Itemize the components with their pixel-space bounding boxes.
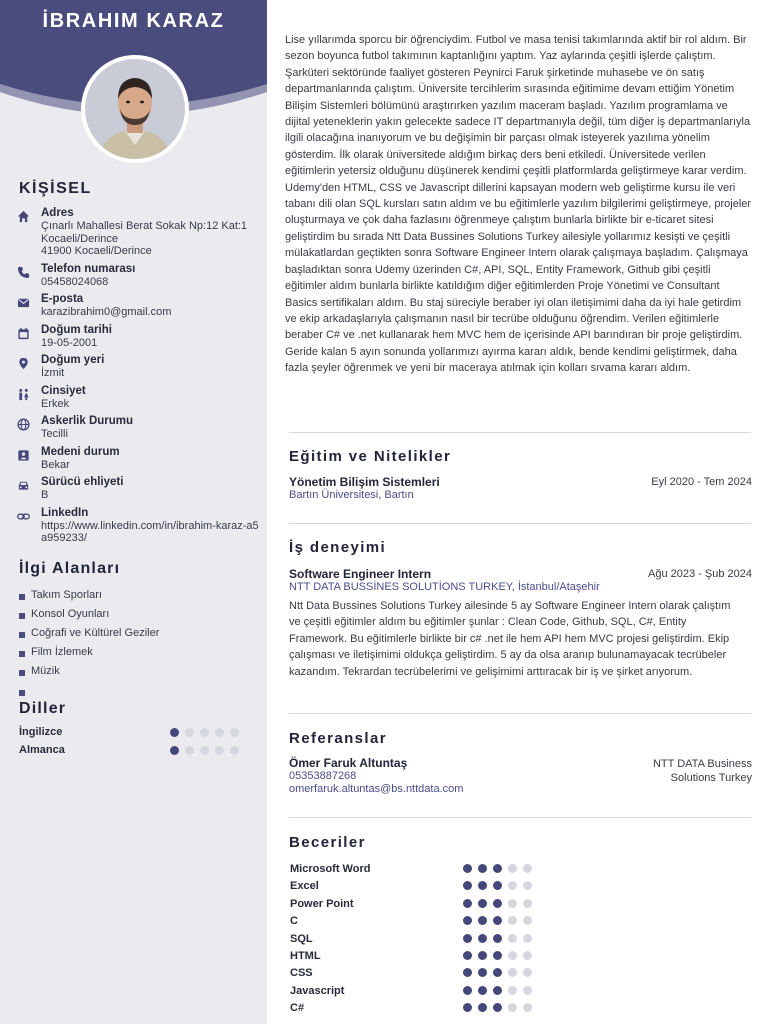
personal-item-birthplace bbox=[17, 354, 263, 380]
personal-label: Cinsiyet bbox=[41, 384, 86, 397]
level-dot-empty bbox=[523, 986, 532, 995]
divider bbox=[289, 432, 751, 433]
personal-value: İzmit bbox=[41, 367, 65, 379]
calendar-icon bbox=[17, 327, 30, 340]
level-dot-empty bbox=[508, 881, 517, 890]
skill-level-dots bbox=[463, 951, 532, 960]
car-icon bbox=[17, 479, 30, 492]
skill-name: C bbox=[290, 915, 298, 928]
skill-name: Power Point bbox=[290, 897, 354, 910]
level-dot-filled bbox=[170, 746, 179, 755]
skill-name: SQL bbox=[290, 932, 313, 945]
level-dot-empty bbox=[508, 934, 517, 943]
skill-level-dots bbox=[463, 934, 532, 943]
skill-level-dots bbox=[463, 899, 532, 908]
avatar bbox=[81, 55, 189, 163]
level-dot-empty bbox=[523, 864, 532, 873]
list-item: Müzik bbox=[19, 664, 259, 683]
level-dot-filled bbox=[493, 864, 502, 873]
skill-row bbox=[290, 984, 535, 1001]
skill-row bbox=[290, 897, 535, 914]
language-level-dots bbox=[170, 728, 239, 737]
level-dot-filled bbox=[493, 881, 502, 890]
personal-label: Askerlik Durumu bbox=[41, 415, 134, 427]
experience-role: Software Engineer Intern bbox=[289, 567, 432, 581]
personal-section-title: KİŞİSEL bbox=[19, 180, 92, 197]
level-dot-empty bbox=[185, 746, 194, 755]
skill-level-dots bbox=[463, 916, 532, 925]
home-icon bbox=[17, 210, 30, 223]
skill-row bbox=[290, 879, 535, 896]
level-dot-filled bbox=[463, 1003, 472, 1012]
languages-list bbox=[19, 725, 244, 761]
globe-icon bbox=[17, 418, 30, 431]
skill-level-dots bbox=[463, 986, 532, 995]
link-icon bbox=[17, 510, 30, 523]
level-dot-filled bbox=[463, 986, 472, 995]
level-dot-empty bbox=[508, 986, 517, 995]
personal-item-phone bbox=[17, 263, 263, 289]
level-dot-empty bbox=[215, 746, 224, 755]
personal-item-gender bbox=[17, 385, 263, 411]
personal-label: Medeni durum bbox=[41, 445, 120, 458]
personal-item-address bbox=[17, 207, 263, 258]
skill-level-dots bbox=[463, 881, 532, 890]
location-pin-icon bbox=[17, 357, 30, 370]
personal-label: Telefon numarası bbox=[41, 262, 136, 275]
level-dot-empty bbox=[508, 1003, 517, 1012]
education-school: Bartın Üniversitesi, Bartın bbox=[289, 489, 414, 501]
list-item: Konsol Oyunları bbox=[19, 607, 259, 626]
skills-list bbox=[290, 862, 535, 1019]
language-name: İngilizce bbox=[19, 726, 63, 738]
personal-value: Tecilli bbox=[41, 428, 68, 440]
reference-name: Ömer Faruk Altuntaş bbox=[289, 756, 408, 770]
gender-icon bbox=[17, 388, 30, 401]
level-dot-empty bbox=[508, 899, 517, 908]
personal-value: Bekar bbox=[41, 458, 70, 471]
level-dot-empty bbox=[230, 746, 239, 755]
education-degree: Yönetim Bilişim Sistemleri bbox=[289, 475, 440, 489]
experience-company: NTT DATA BUSSİNES SOLUTİONS TURKEY, İstanbul/Ataşehir bbox=[289, 581, 600, 593]
skill-row bbox=[290, 1001, 535, 1018]
reference-company: NTT DATA Business Solutions Turkey bbox=[652, 758, 752, 784]
level-dot-empty bbox=[523, 968, 532, 977]
interests-list bbox=[19, 588, 259, 683]
level-dot-filled bbox=[463, 916, 472, 925]
skill-row bbox=[290, 949, 535, 966]
skill-name: HTML bbox=[290, 949, 321, 962]
divider bbox=[289, 713, 751, 714]
level-dot-filled bbox=[493, 899, 502, 908]
skill-name: CSS bbox=[290, 967, 313, 980]
level-dot-empty bbox=[523, 1003, 532, 1012]
skill-row bbox=[290, 966, 535, 983]
level-dot-filled bbox=[493, 986, 502, 995]
profile-summary: Lise yıllarımda sporcu bir öğrenciydim. Futbol ve masa tenisi takımlarında aktif bir rol aldım. Bir sezon boyunca futbol takımının kaptanlığını yaptım. Yaz aylarında çeşitli işlerde çalıştım. Şarküteri sektöründe faaliyet gösteren Peynirci Faruk şirketinde muhasebe ve ön satış departmanlarında çalıştım. Üniversite tercihlerim sırasında eğitimime devam ettiğim Yönetim Bilişim Sistemleri bölümünü araştırırken yazılım maceram başladı. Yazılım programlama ve dijital yeteneklerin yakın gelecekte sadece IT departmanıyla değil, tüm diğer iş departmanlarıyla ilgili olacağına inanıyorum ve bu değişimin bir parçası olmak isteyerek yazılıma yönelim gösterdim. İlk olarak üniversitede aldığım birkaç ders beni etkiledi. Üniversitede verilen eğitimlerin yetersiz olduğunu düşünerek kendimi çeşitli platformlarda geliştirmeye karar verdim. Udemy'den HTML, CSS ve Javascript dillerini kapsayan modern web geliştirme kursu ile veri tabanı dili olan SQL kursları satın aldım ve bu eğitimlerle yazılım bilgilerimi geliştirmeye, projeler oluşturmaya ve çok daha fazlasını öğrenmeye çalıştım bunlarla birlikte bir e-ticaret sitesi geliştirdim bu sırada Ntt Data Bussines Solutions Turkey ailesiyle yollarımız kesişti ve çeşitli mülakatlardan geçtikten sonra Software Engineer Intern olarak çalışmaya başladım. Çalışmaya başladıktan sonra Udemy üzerinden C#, API, SQL, Entity Framework, Github gibi çeşitli eğitimler aldım bunlarla birlikte katıldığım diğer eğitimlerden Proje Yönetimi ve Consultant Basics sertifikaları aldım. Bu staj süreciyle beraber iyi olan iletişimimi daha da iyi hale getirdim ve ekip arkadaşlarıyla çalışmanın nasıl bir tecrübe olduğunu öğrendim. Verilen eğitimlerle beraber C# ve .net kullanarak hem MVC hem de içerisinde API barındıran bir proje geliştirdim. Geride kalan 5 ayın sonunda yollarımızı ayırma kararı aldık, bende kendimi geliştirmek, daha fazla şeyler öğrenmek ve yeni bir maceraya atılmak için kolları sıvama kararı aldım. bbox=[285, 34, 752, 375]
language-name: Almanca bbox=[19, 744, 65, 756]
sidebar bbox=[0, 0, 267, 1024]
personal-value: 05458024068 bbox=[41, 275, 109, 288]
skill-name: Javascript bbox=[290, 984, 345, 997]
skill-level-dots bbox=[463, 968, 532, 977]
level-dot-filled bbox=[463, 951, 472, 960]
level-dot-filled bbox=[478, 899, 487, 908]
level-dot-empty bbox=[523, 934, 532, 943]
level-dot-empty bbox=[508, 864, 517, 873]
level-dot-filled bbox=[493, 916, 502, 925]
level-dot-filled bbox=[478, 1003, 487, 1012]
education-section-title: Eğitim ve Nitelikler bbox=[289, 448, 452, 465]
personal-label: Sürücü ehliyeti bbox=[41, 476, 124, 488]
personal-info-list bbox=[17, 207, 263, 550]
list-item: Film İzlemek bbox=[19, 645, 259, 664]
skill-row bbox=[290, 862, 535, 879]
education-date: Eyl 2020 - Tem 2024 bbox=[651, 476, 752, 488]
level-dot-filled bbox=[463, 934, 472, 943]
personal-item-military bbox=[17, 415, 263, 441]
language-row bbox=[19, 725, 244, 743]
reference-phone[interactable]: 05353887268 bbox=[289, 770, 357, 782]
level-dot-filled bbox=[478, 934, 487, 943]
personal-item-linkedin[interactable] bbox=[17, 507, 263, 545]
personal-item-license bbox=[17, 476, 263, 502]
level-dot-empty bbox=[230, 728, 239, 737]
language-row bbox=[19, 743, 244, 761]
personal-item-marital bbox=[17, 446, 263, 472]
list-item: Takım Sporları bbox=[19, 588, 259, 607]
personal-value: Erkek bbox=[41, 397, 70, 410]
level-dot-filled bbox=[463, 864, 472, 873]
interests-section-title: İlgi Alanları bbox=[19, 560, 121, 577]
level-dot-empty bbox=[508, 951, 517, 960]
divider bbox=[289, 523, 751, 524]
language-level-dots bbox=[170, 746, 239, 755]
personal-item-email bbox=[17, 293, 263, 319]
personal-label: Doğum tarihi bbox=[41, 323, 112, 336]
level-dot-empty bbox=[508, 968, 517, 977]
references-section-title: Referanslar bbox=[289, 730, 387, 747]
skill-name: Excel bbox=[290, 880, 319, 893]
personal-value: B bbox=[41, 489, 49, 501]
level-dot-filled bbox=[493, 951, 502, 960]
empty-bullet bbox=[19, 690, 25, 696]
personal-label: E-posta bbox=[41, 293, 84, 305]
id-badge-icon bbox=[17, 449, 30, 462]
level-dot-filled bbox=[170, 728, 179, 737]
skill-row bbox=[290, 932, 535, 949]
profile-photo bbox=[85, 59, 185, 159]
reference-email[interactable]: omerfaruk.altuntas@bs.nttdata.com bbox=[289, 783, 464, 795]
mail-icon bbox=[17, 296, 30, 309]
personal-value: Çınarlı Mahallesi Berat Sokak Np:12 Kat:1 Kocaeli/Derince 41900 Kocaeli/Derince bbox=[41, 220, 248, 257]
skills-section-title: Beceriler bbox=[289, 834, 366, 851]
skill-level-dots bbox=[463, 1003, 532, 1012]
skill-level-dots bbox=[463, 864, 532, 873]
personal-label: Adres bbox=[41, 207, 74, 219]
linkedin-link[interactable]: https://www.linkedin.com/in/ibrahim-karaz-a5a959233/ bbox=[41, 519, 259, 544]
phone-icon bbox=[17, 266, 30, 279]
candidate-name: İBRAHIM KARAZ bbox=[42, 10, 225, 32]
level-dot-empty bbox=[523, 899, 532, 908]
level-dot-filled bbox=[493, 1003, 502, 1012]
level-dot-filled bbox=[463, 881, 472, 890]
level-dot-empty bbox=[200, 746, 209, 755]
level-dot-filled bbox=[478, 968, 487, 977]
level-dot-empty bbox=[185, 728, 194, 737]
level-dot-empty bbox=[523, 881, 532, 890]
personal-item-birthdate bbox=[17, 324, 263, 350]
level-dot-filled bbox=[478, 951, 487, 960]
personal-value: karazibrahim0@gmail.com bbox=[41, 306, 172, 318]
level-dot-filled bbox=[478, 864, 487, 873]
level-dot-filled bbox=[463, 968, 472, 977]
experience-section-title: İş deneyimi bbox=[289, 539, 387, 556]
experience-date: Ağu 2023 - Şub 2024 bbox=[648, 568, 752, 580]
personal-label: Doğum yeri bbox=[41, 354, 105, 366]
level-dot-filled bbox=[478, 916, 487, 925]
experience-description: Ntt Data Bussines Solutions Turkey ailesinde 5 ay Software Engineer Intern olarak çalıştım ve çeşitli eğitimler aldım bu eğitimler şunlar : Clean Code, Github, SQL, C#, Entity Framework. Bu eğitimlerle birlikte bir c# .net ile hem API hem MVC projesi geliştirdim. Ekip çalışması ve iletişimimi oldukça geliştirdim. 5 ay da olsa aranıp bulunamayacak tecrübeler kazandım. Tekrardan tecrübelerimi ve gelişimimi arttıracak bir iş ve şirket arıyorum. bbox=[289, 600, 731, 678]
level-dot-filled bbox=[493, 968, 502, 977]
level-dot-empty bbox=[215, 728, 224, 737]
level-dot-filled bbox=[493, 934, 502, 943]
level-dot-filled bbox=[478, 986, 487, 995]
level-dot-empty bbox=[523, 951, 532, 960]
personal-label: LinkedIn bbox=[41, 506, 89, 519]
personal-value: 19-05-2001 bbox=[41, 336, 98, 349]
skill-name: C# bbox=[290, 1002, 305, 1015]
level-dot-empty bbox=[508, 916, 517, 925]
skill-row bbox=[290, 914, 535, 931]
level-dot-filled bbox=[463, 899, 472, 908]
list-item: Coğrafi ve Kültürel Geziler bbox=[19, 626, 259, 645]
languages-section-title: Diller bbox=[19, 700, 67, 717]
level-dot-empty bbox=[200, 728, 209, 737]
level-dot-empty bbox=[523, 916, 532, 925]
level-dot-filled bbox=[478, 881, 487, 890]
divider bbox=[289, 817, 751, 818]
skill-name: Microsoft Word bbox=[290, 863, 371, 875]
